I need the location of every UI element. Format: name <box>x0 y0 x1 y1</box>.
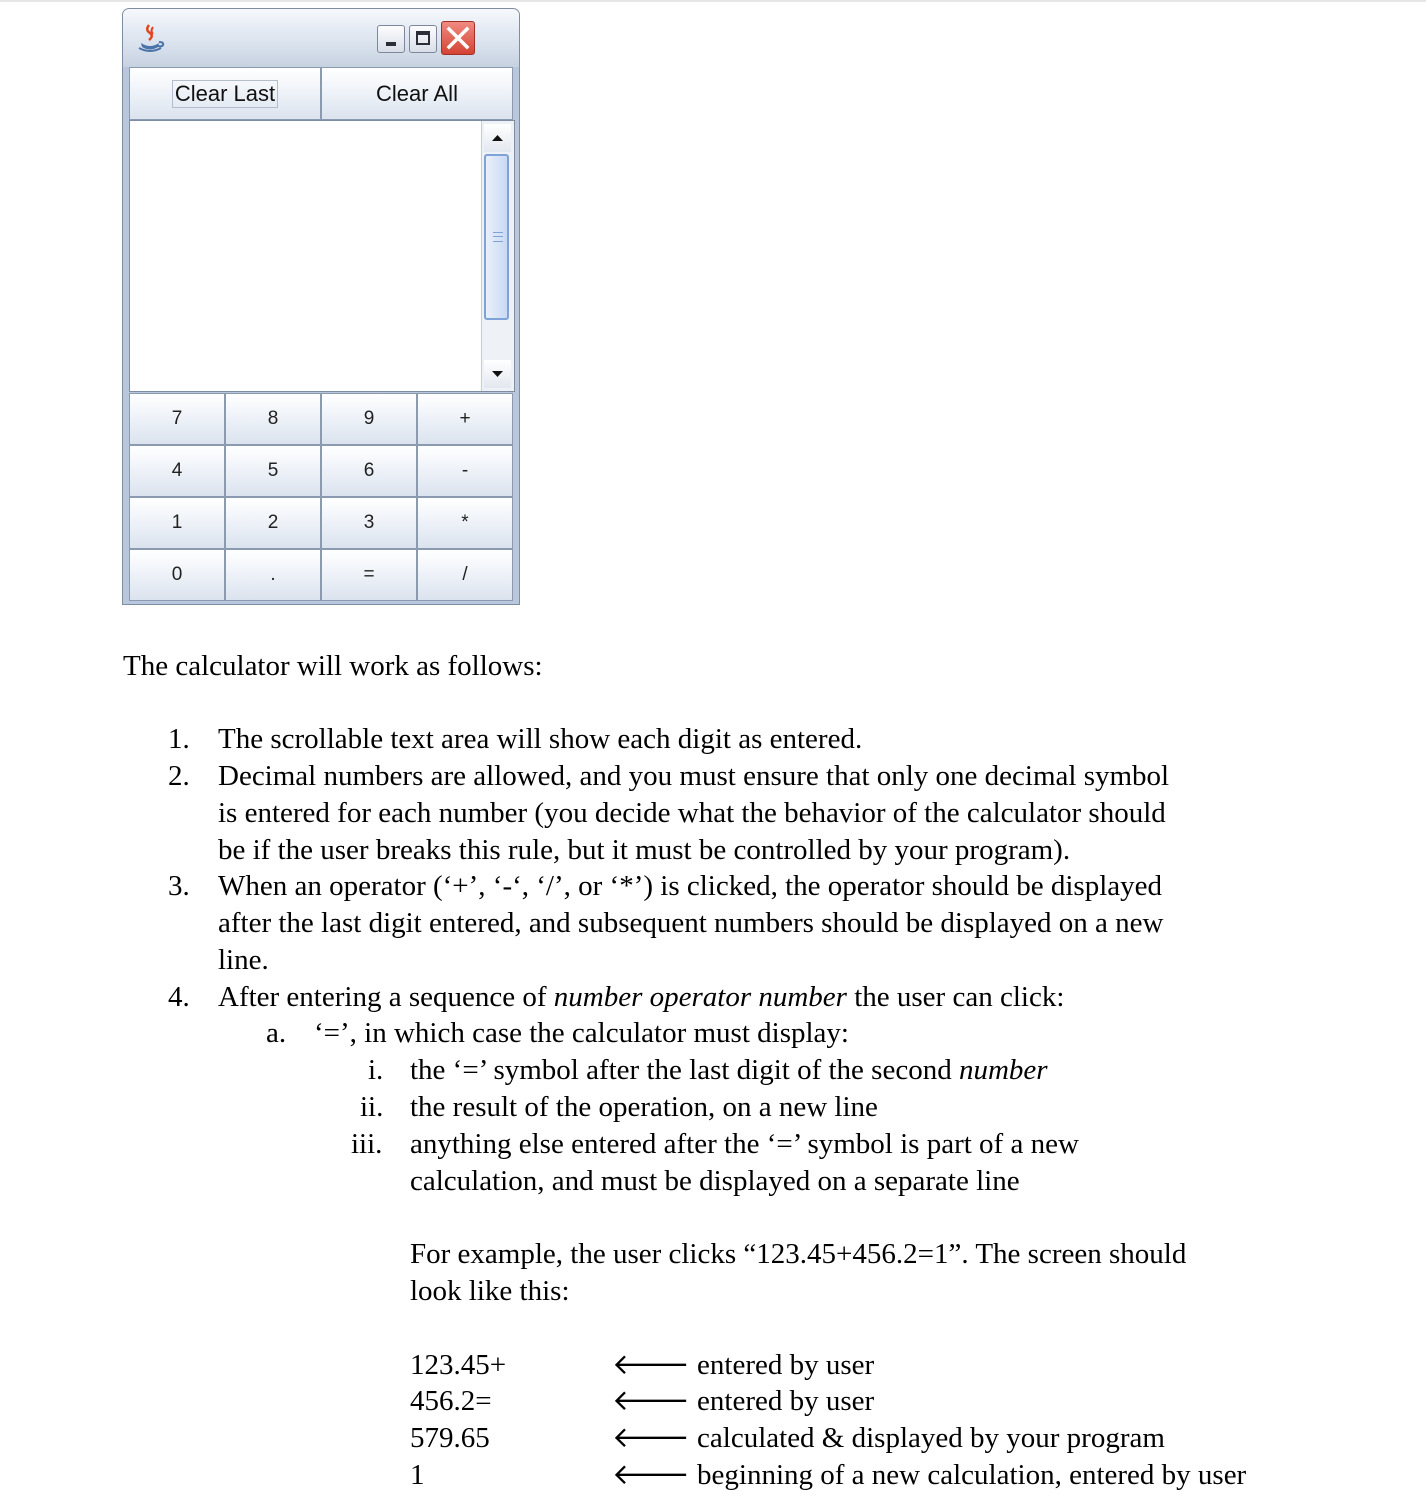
item-3-text <box>218 868 1163 979</box>
left-arrow-icon: 🡐 <box>612 1459 690 1491</box>
text-line: anything else entered after the ‘=’ symbol is part of a new <box>410 1128 1079 1160</box>
key-3[interactable]: 3 <box>321 497 417 549</box>
roman-numeral: iii. <box>351 1128 383 1160</box>
scrollbar-thumb[interactable] <box>484 154 509 320</box>
text-line: When an operator (‘+’, ‘-‘, ‘/’, or ‘*’) is clicked, the operator should be displayed <box>218 870 1163 902</box>
item-number: 4. <box>168 981 190 1013</box>
page-top-border <box>0 0 1426 2</box>
intro-text: The calculator will work as follows: <box>123 650 543 682</box>
roman-numeral: i. <box>368 1054 384 1086</box>
text-line: after the last digit entered, and subsequent numbers should be displayed on a new <box>218 907 1164 939</box>
key-1[interactable]: 1 <box>129 497 225 549</box>
close-button[interactable] <box>441 21 475 55</box>
display-text-area[interactable] <box>129 120 515 392</box>
clear-all-button[interactable]: Clear All <box>321 67 513 120</box>
example-note <box>612 1347 874 1384</box>
calculator-window <box>122 8 520 605</box>
scroll-up-button[interactable] <box>484 124 511 152</box>
example-note <box>612 1420 1165 1457</box>
example-intro <box>410 1236 1186 1310</box>
grip-icon <box>493 232 503 242</box>
key-0[interactable]: 0 <box>129 549 225 601</box>
item-4-text <box>218 979 1064 1016</box>
clear-last-label: Clear Last <box>172 80 278 108</box>
example-note <box>612 1457 1246 1494</box>
note-text: calculated & displayed by your program <box>697 1422 1165 1454</box>
java-coffee-cup-icon <box>133 21 167 55</box>
left-arrow-icon: 🡐 <box>612 1385 690 1417</box>
text-line: is entered for each number (you decide what the behavior of the calculator should <box>218 797 1166 829</box>
minimize-icon <box>386 42 396 46</box>
key-2[interactable]: 2 <box>225 497 321 549</box>
emphasis-text: number <box>958 1054 1048 1086</box>
text-span: the ‘=’ symbol after the last digit of the second <box>410 1054 959 1086</box>
key-5[interactable]: 5 <box>225 445 321 497</box>
key-minus[interactable]: - <box>417 445 513 497</box>
scroll-down-button[interactable] <box>484 360 511 388</box>
subitem-letter: a. <box>266 1017 287 1049</box>
clear-button-row <box>129 67 515 121</box>
clear-last-button[interactable] <box>129 67 321 120</box>
subitem-a-text: ‘=’, in which case the calculator must display: <box>314 1017 849 1049</box>
text-line: look like this: <box>410 1275 570 1307</box>
vertical-scrollbar[interactable] <box>481 121 514 391</box>
roman-i-text <box>410 1052 1048 1089</box>
text-span: After entering a sequence of <box>218 981 554 1013</box>
left-arrow-icon: 🡐 <box>612 1422 690 1454</box>
key-equals[interactable]: = <box>321 549 417 601</box>
example-value: 123.45+ <box>410 1349 507 1381</box>
keypad <box>129 393 515 603</box>
key-9[interactable]: 9 <box>321 393 417 445</box>
key-6[interactable]: 6 <box>321 445 417 497</box>
item-number: 1. <box>168 723 190 755</box>
key-7[interactable]: 7 <box>129 393 225 445</box>
note-text: beginning of a new calculation, entered by user <box>697 1459 1247 1491</box>
key-divide[interactable]: / <box>417 549 513 601</box>
arrow-up-icon <box>484 124 511 152</box>
text-line: Decimal numbers are allowed, and you must ensure that only one decimal symbol <box>218 760 1170 792</box>
maximize-button[interactable] <box>409 25 437 53</box>
text-line: The scrollable text area will show each digit as entered. <box>218 723 863 755</box>
key-decimal[interactable]: . <box>225 549 321 601</box>
example-value: 456.2= <box>410 1385 492 1417</box>
item-number: 2. <box>168 760 190 792</box>
key-multiply[interactable]: * <box>417 497 513 549</box>
item-number: 3. <box>168 870 190 902</box>
item-2-text <box>218 758 1169 869</box>
note-text: entered by user <box>697 1385 875 1417</box>
close-icon <box>442 22 474 54</box>
minimize-button[interactable] <box>377 25 405 53</box>
text-line: line. <box>218 944 269 976</box>
roman-numeral: ii. <box>360 1091 384 1123</box>
text-line: be if the user breaks this rule, but it must be controlled by your program). <box>218 834 1071 866</box>
roman-iii-text <box>410 1126 1079 1200</box>
key-8[interactable]: 8 <box>225 393 321 445</box>
example-value: 579.65 <box>410 1422 490 1454</box>
emphasis-text: number operator number <box>553 981 847 1013</box>
left-arrow-icon: 🡐 <box>612 1349 690 1381</box>
text-line: calculation, and must be displayed on a separate line <box>410 1165 1020 1197</box>
text-line: For example, the user clicks “123.45+456.2=1”. The screen should <box>410 1238 1187 1270</box>
item-1-text <box>218 721 862 758</box>
example-value: 1 <box>410 1459 425 1491</box>
title-bar[interactable] <box>123 9 519 67</box>
maximize-icon <box>416 31 430 45</box>
key-4[interactable]: 4 <box>129 445 225 497</box>
roman-ii-text: the result of the operation, on a new line <box>410 1091 878 1123</box>
key-plus[interactable]: + <box>417 393 513 445</box>
text-span: the user can click: <box>846 981 1065 1013</box>
note-text: entered by user <box>697 1349 875 1381</box>
arrow-down-icon <box>484 360 511 388</box>
example-note <box>612 1383 874 1420</box>
